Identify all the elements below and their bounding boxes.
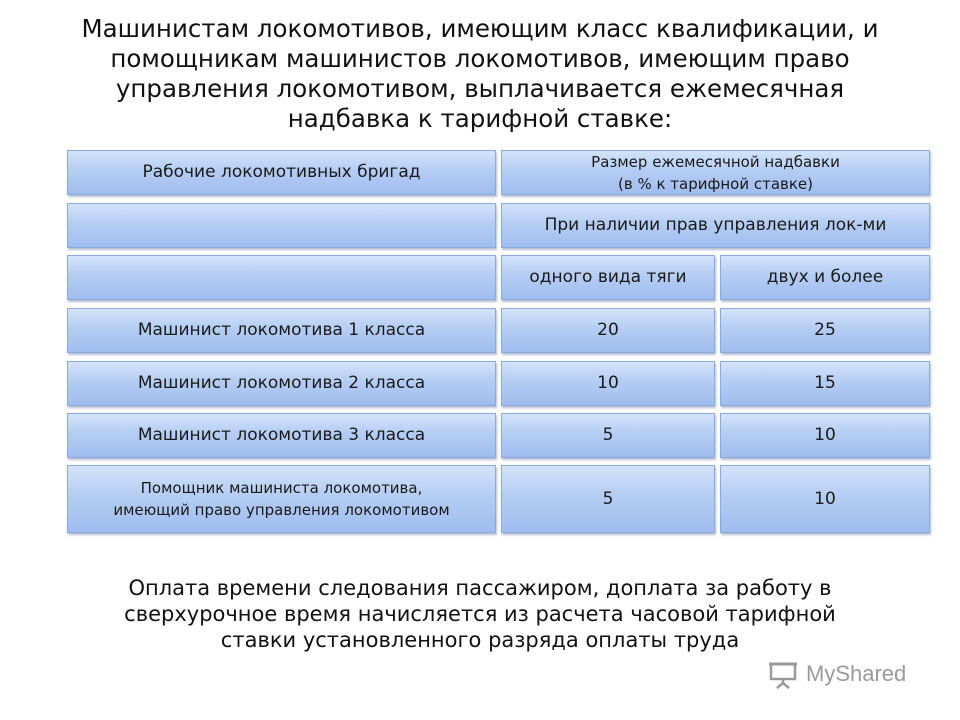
value-text: 25 [814, 320, 836, 340]
header-bonus-cell [501, 150, 930, 195]
value-cell [501, 413, 715, 458]
value-text: 10 [814, 488, 836, 509]
row-label-class-2 [67, 361, 496, 406]
footer-note [40, 575, 920, 653]
value-cell [501, 465, 715, 533]
empty-cell [67, 203, 496, 248]
value-cell [501, 361, 715, 406]
title-line: Машинистам локомотивов, имеющим класс квалификации, и [81, 14, 879, 43]
header-bonus-line: (в % к тарифной ставке) [618, 174, 813, 193]
value-cell [720, 413, 930, 458]
title-line: управления локомотивом, выплачивается ежемесячная [115, 74, 845, 103]
header-workers-label: Рабочие локомотивных бригад [142, 162, 421, 182]
footer-line: ставки установленного разряда оплаты труда [220, 628, 740, 652]
subheader-rights-cell [501, 203, 930, 248]
row-label-line: имеющий право управления локомотивом [113, 501, 450, 519]
header-workers-cell [67, 150, 496, 195]
header-bonus-line: Размер ежемесячной надбавки [591, 152, 840, 171]
col-two-or-more-label: двух и более [766, 267, 884, 287]
value-text: 20 [597, 320, 619, 340]
footer-line: Оплата времени следования пассажиром, доплата за работу в [128, 576, 832, 600]
watermark-logo [768, 656, 906, 692]
row-label: Машинист локомотива 3 класса [137, 425, 426, 445]
row-label-class-3 [67, 413, 496, 458]
value-text: 10 [597, 373, 619, 393]
value-text: 5 [602, 425, 614, 445]
value-cell [501, 308, 715, 353]
col-one-traction-header [501, 255, 715, 300]
value-cell [720, 361, 930, 406]
row-label-class-1 [67, 308, 496, 353]
watermark-brand: MyShared [806, 661, 907, 686]
value-cell [720, 465, 930, 533]
col-one-traction-label: одного вида тяги [529, 267, 687, 287]
empty-cell [67, 255, 496, 300]
value-cell [720, 308, 930, 353]
presentation-board-icon [768, 659, 798, 689]
title-line: помощникам машинистов локомотивов, имеющим право [110, 44, 850, 73]
title-line: надбавка к тарифной ставке: [287, 104, 673, 133]
row-label: Машинист локомотива 2 класса [137, 373, 426, 393]
row-label-line: Помощник машиниста локомотива, [140, 479, 423, 497]
row-label-assistant [67, 465, 496, 533]
col-two-or-more-header [720, 255, 930, 300]
footer-line: сверхурочное время начисляется из расчета часовой тарифной [124, 602, 836, 626]
value-text: 5 [602, 488, 614, 509]
subheader-rights-label: При наличии прав управления лок-ми [544, 215, 887, 235]
value-text: 15 [814, 373, 836, 393]
value-text: 10 [814, 425, 836, 445]
row-label: Машинист локомотива 1 класса [137, 320, 426, 340]
slide-title [40, 14, 920, 134]
